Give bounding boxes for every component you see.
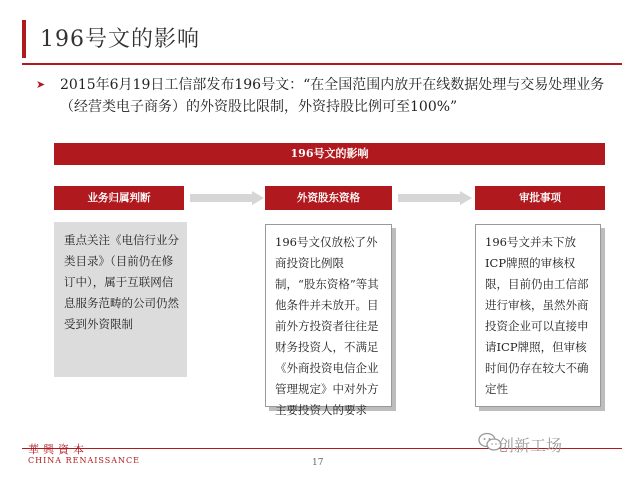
column-box-approval <box>475 224 601 407</box>
page-title: 196号文的影响 <box>40 27 200 52</box>
arrow-right-icon <box>190 191 264 205</box>
column-heading-shareholder: 外资股东资格 <box>265 186 392 210</box>
watermark-text: 创新工场 <box>498 436 563 455</box>
section-banner: 196号文的影响 <box>54 143 605 165</box>
company-logo-cn: 華興資本 <box>28 443 88 456</box>
page-number: 17 <box>312 458 324 468</box>
column-text-business: 重点关注《电信行业分类目录》（目前仍在修订中），属于互联网信息服务范畴的公司仍然受到外资限制 <box>64 233 179 331</box>
column-text-shareholder: 196号文仅放松了外商投资比例限制，“股东资格”等其他条件并未放开。目前外方投资者往往是财务投资人，不满足《外商投资电信企业管理规定》中对外方主要投资人的要求 <box>275 235 379 417</box>
arrow-right-icon <box>398 191 472 205</box>
bullet-arrow-icon: ➤ <box>36 78 46 91</box>
title-accent-bar <box>22 20 26 58</box>
column-box-business <box>54 222 187 377</box>
column-text-approval: 196号文并未下放ICP牌照的审核权限，目前仍由工信部进行审核，虽然外商投资企业可以直接申请ICP牌照，但审核时间仍存在较大不确定性 <box>485 235 589 396</box>
title-divider <box>22 63 622 65</box>
company-logo-en: CHINA RENAISSANCE <box>28 456 140 465</box>
column-box-shareholder <box>265 224 392 417</box>
column-heading-business: 业务归属判断 <box>54 186 184 210</box>
intro-text: 2015年6月19日工信部发布196号文：“在全国范围内放开在线数据处理与交易处理业务（经营类电子商务）的外资股比限制，外资持股比例可至100%” <box>60 77 605 115</box>
column-heading-approval: 审批事项 <box>475 186 605 210</box>
